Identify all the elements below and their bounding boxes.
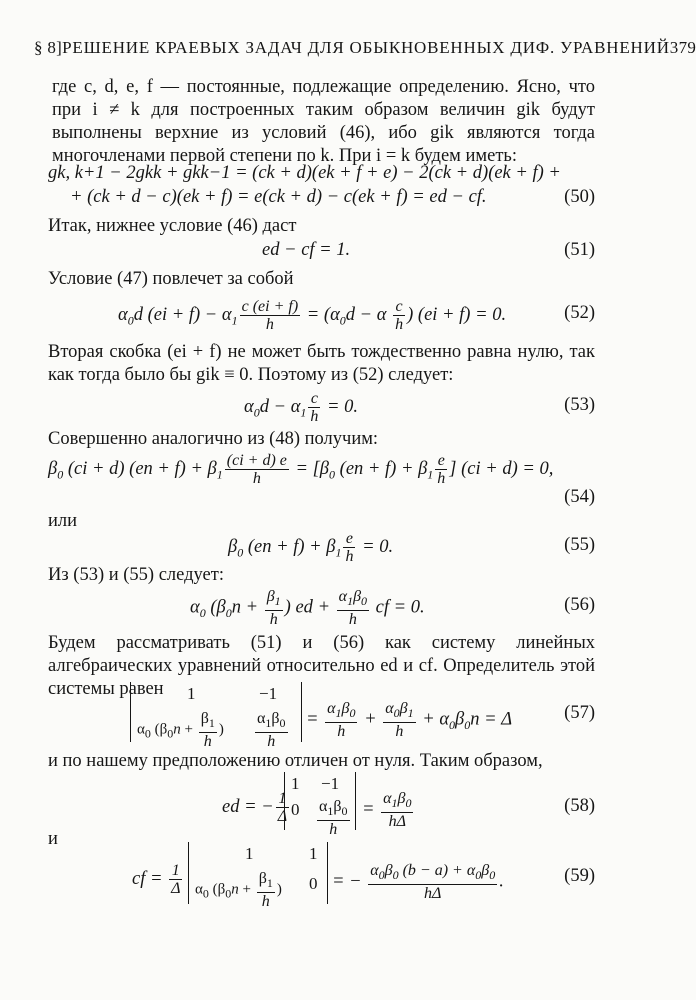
running-title: РЕШЕНИЕ КРАЕВЫХ ЗАДАЧ ДЛЯ ОБЫКНОВЕННЫХ ДИФ. УРАВНЕНИЙ [62,38,670,57]
equation-number-56: (56) [564,595,595,615]
equation-number-50: (50) [564,187,595,207]
section-ref: § 8] [34,38,63,57]
equation-54: $\beta_0$ (ci + d) $(en + f) + \beta_1$ $\frac{(ci + d) e}{h}$ = [$\beta_0$ $(en + f) + \beta_1$ $\frac{e}{h}$ ] (ci + d) = 0, [48,452,554,487]
equation-59-lhs: cf = $\frac{1}{\Delta}$ [132,862,181,897]
determinant-59: 1 1 $\alpha_0$ ($\beta_0n$ + $\frac{\beta_1}{h}$ ) 0 [188,842,328,904]
equation-number-55: (55) [564,535,595,555]
equation-53: $\alpha_0d - \alpha_1$ $\frac{c}{h}$ = 0. [244,390,359,425]
paragraph-1: где c, d, e, f — постоянные, подлежащие определению. Ясно, что при i ≠ k для построенных таким образом величин gik будут выполнены верхние из условий (46), ибо gik являются тогда многочленами первой степени по k. При i = k будем иметь: [52,77,595,166]
equation-56: $\alpha_0$ ($\beta_0n$ + $\frac{\beta_1}{h}$ ) ed + $\frac{\alpha_1\beta_0}{h}$ cf = 0. [190,588,425,629]
determinant-57: 1 −1 $\alpha_0$ ($\beta_0n$ + $\frac{\beta_1}{h}$ ) $\frac{\alpha_1\beta_0}{h}$ [130,682,302,742]
paragraph-4: Вторая скобка (ei + f) не может быть тождественно равна нулю, так как тогда было бы gik ≡ 0. Поэтому из (52) следует: [48,342,595,385]
equation-58-rhs: = $\frac{\alpha_1\beta_0}{h\Delta}$ [362,790,412,831]
equation-51: ed − cf = 1. [262,240,351,260]
equation-52: $\alpha_0d$ $(ei + f) - \alpha_1$ $\frac{c (ei + f)}{h}$ = ($\alpha_0d - \alpha$ $\frac{c}{h}$ ) (ei + f) = 0. [118,298,507,333]
equation-50-line-2: + (ck + d − c)(ek + f) = e(ck + d) − c(ek + f) = ed − cf. [70,187,487,207]
paragraph-2: Итак, нижнее условие (46) даст [48,216,297,236]
equation-number-53: (53) [564,395,595,415]
equation-number-52: (52) [564,303,595,323]
equation-number-59: (59) [564,866,595,886]
equation-55: $\beta_0$ $(en + f) + \beta_1$ $\frac{e}{h}$ = 0. [228,530,394,565]
equation-number-54: (54) [564,487,595,507]
equation-number-57: (57) [564,703,595,723]
paragraph-3: Условие (47) повлечет за собой [48,269,294,289]
equation-50-line-1: gk, k+1 − 2gkk + gkk−1 = (ck + d)(ek + f + e) − 2(ck + d)(ek + f) + [48,163,561,183]
paragraph-8: Будем рассматривать (51) и (56) как систему линейных алгебраических уравнений относительно ed и cf. Определитель этой системы равен [48,633,595,699]
paragraph-6: или [48,511,78,531]
equation-58-lhs: ed = − $\frac{1}{\Delta}$ [222,790,288,825]
page-number: 379 [669,38,696,57]
paragraph-9: и по нашему предположению отличен от нуля. Таким образом, [48,751,543,771]
equation-59-rhs: = − $\frac{\alpha_0\beta_0 (b - a) + \alpha_0\beta_0}{h\Delta}$ . [332,862,504,903]
paragraph-7: Из (53) и (55) следует: [48,565,224,585]
determinant-58: 1 −1 0 $\frac{\alpha_1\beta_0}{h}$ [284,772,356,830]
equation-57-rhs: = $\frac{\alpha_1\beta_0}{h}$ + $\frac{\alpha_0\beta_1}{h}$ + $\alpha_0\beta_0n = \Delta$ [306,700,513,741]
paragraph-10: и [48,829,58,849]
paragraph-5: Совершенно аналогично из (48) получим: [48,429,379,449]
equation-number-58: (58) [564,796,595,816]
equation-number-51: (51) [564,240,595,260]
running-header [34,38,696,58]
